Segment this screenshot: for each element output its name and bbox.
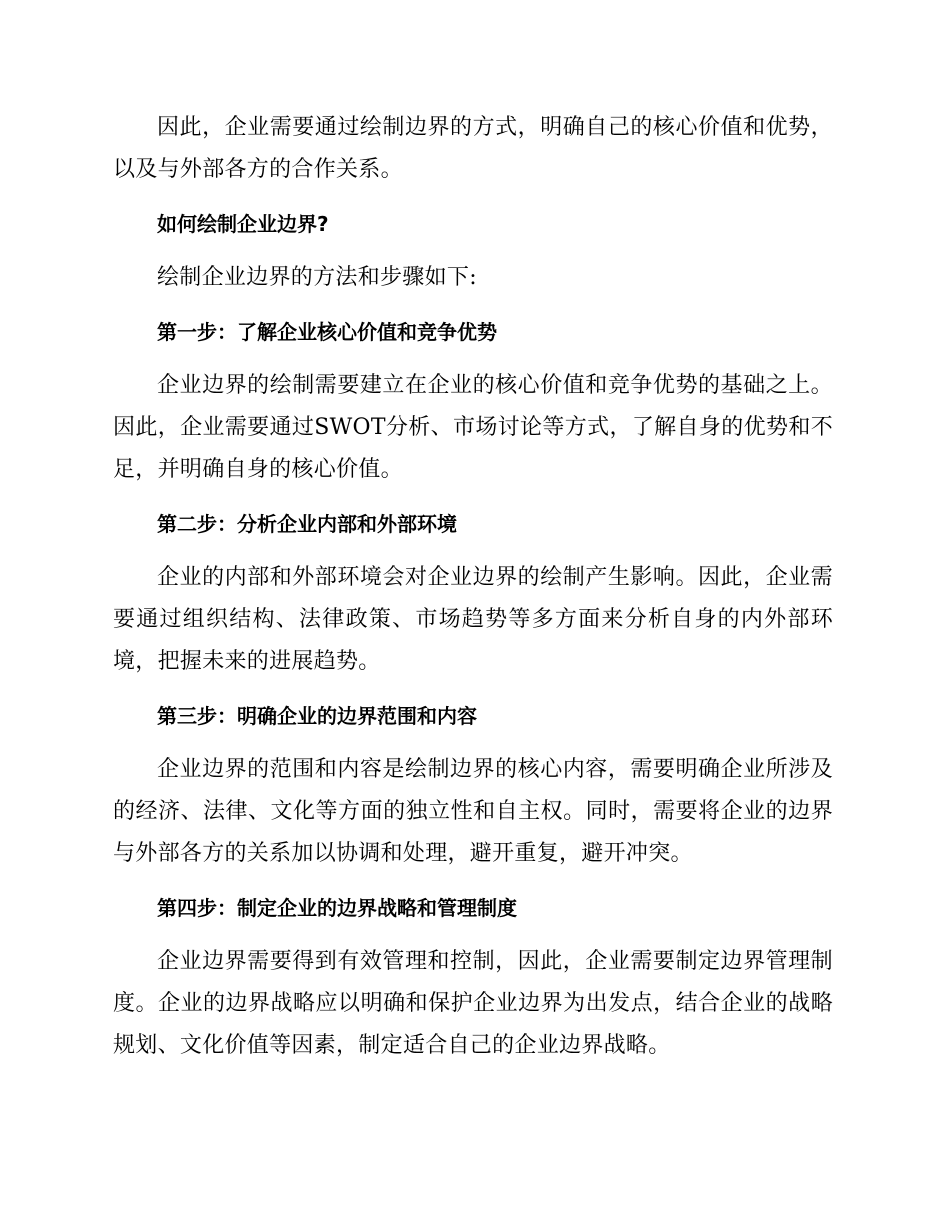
paragraph-step-4: 企业边界需要得到有效管理和控制，因此，企业需要制定边界管理制度。企业的边界战略应以明确和保护企业边界为出发点，结合企业的战略规划、文化价值等因素，制定适合自己的企业边界战略。	[113, 949, 833, 1058]
paragraph-step-3: 企业边界的范围和内容是绘制边界的核心内容，需要明确企业所涉及的经济、法律、文化等方面的独立性和自主权。同时，需要将企业的边界与外部各方的关系加以协调和处理，避开重复，避开冲突。	[113, 757, 833, 866]
heading-step-1: 第一步：了解企业核心价值和竞争优势	[157, 320, 497, 344]
heading-step-4: 第四步：制定企业的边界战略和管理制度	[157, 896, 517, 920]
paragraph-step-2: 企业的内部和外部环境会对企业边界的绘制产生影响。因此，企业需要通过组织结构、法律政策、市场趋势等多方面来分析自身的内外部环境，把握未来的进展趋势。	[113, 565, 833, 674]
heading-how-to: 如何绘制企业边界?	[157, 212, 329, 236]
heading-step-3: 第三步：明确企业的边界范围和内容	[157, 704, 477, 728]
paragraph-steps-intro: 绘制企业边界的方法和步骤如下:	[157, 265, 477, 290]
paragraph-intro: 因此，企业需要通过绘制边界的方式，明确自己的核心价值和优势，以及与外部各方的合作关系。	[113, 115, 833, 182]
document-body	[113, 107, 833, 1079]
paragraph-step-1: 企业边界的绘制需要建立在企业的核心价值和竞争优势的基础之上。因此，企业需要通过SWOT分析、市场讨论等方式，了解自身的优势和不足，并明确自身的核心价值。	[113, 373, 833, 482]
heading-step-2: 第二步：分析企业内部和外部环境	[157, 512, 457, 536]
